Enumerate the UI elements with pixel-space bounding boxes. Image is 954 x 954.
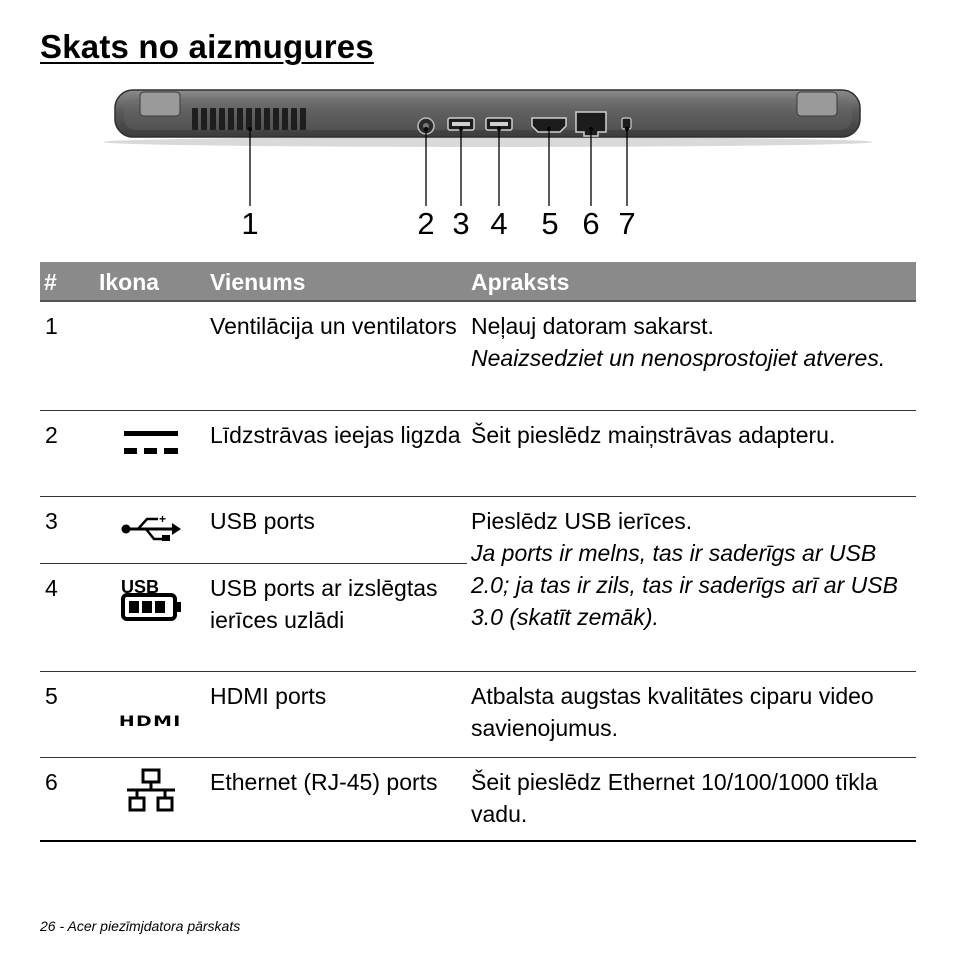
row-num: 3 [40,496,95,563]
header-item: Vienums [206,262,467,301]
callout-1: 1 [241,206,259,241]
hdmi-icon: HDMI [119,713,182,730]
row-desc [467,496,916,671]
callout-2: 2 [417,206,435,241]
row-icon-cell [95,671,206,757]
row-num: 5 [40,671,95,757]
table-row [40,301,916,410]
row-item: Ethernet (RJ-45) ports [206,757,467,841]
row-desc [467,301,916,410]
row-desc-text: Šeit pieslēdz maiņstrāvas adapteru. [471,421,836,448]
ethernet-icon [123,768,179,814]
usb-charge-icon-label: USB [120,576,159,597]
row-icon-cell [95,496,206,563]
row-icon-cell [95,757,206,841]
row-num: 6 [40,757,95,841]
row-num: 2 [40,410,95,496]
row-icon-cell [95,301,206,410]
callout-5: 5 [541,206,559,241]
row-item: Līdzstrāvas ieejas ligzda [206,410,467,496]
row-desc-note: Ja ports ir melns, tas ir saderīgs ar USB 2.0; ja tas ir zils, tas ir saderīgs arī ar USB 3.0 (skatīt zemāk). [471,539,898,630]
row-icon-cell [95,563,206,671]
row-item: HDMI ports [206,671,467,757]
ports-table [40,262,916,842]
svg-text:+: + [158,511,166,526]
row-desc-text: Neļauj datoram sakarst. [471,313,714,339]
row-item: USB ports [206,496,467,563]
page-title: Skats no aizmugures [40,28,374,65]
row-desc [467,671,916,757]
right-hinge [797,92,837,116]
dc-power-icon [122,423,180,463]
row-desc-note: Neaizsedziet un nenosprostojiet atveres. [471,345,886,371]
header-icon: Ikona [95,262,206,301]
row-item: USB ports ar izslēgtas ierīces uzlādi [206,563,467,671]
row-desc-text: Pieslēdz USB ierīces. [471,507,693,534]
row-num: 1 [40,301,95,410]
callout-7: 7 [618,206,636,241]
callout-3: 3 [452,206,470,241]
usb-icon [120,509,182,541]
table-row [40,410,916,496]
callout-6: 6 [582,206,600,241]
row-num: 4 [40,563,95,671]
header-num: # [40,262,95,301]
row-desc [467,410,916,496]
laptop-rear-illustration [0,84,954,254]
row-desc-text: Šeit pieslēdz Ethernet 10/100/1000 tīkla vadu. [471,768,878,827]
table-header-row [40,262,916,301]
row-item: Ventilācija un ventilators [206,301,467,410]
callout-4: 4 [490,206,508,241]
row-desc [467,757,916,841]
row-desc-text: Atbalsta augstas kvalitātes ciparu video savienojumus. [471,682,874,741]
usb-charge-icon [117,576,185,624]
table-row [40,671,916,757]
left-hinge [140,92,180,116]
table-row [40,757,916,841]
header-desc: Apraksts [467,262,916,301]
row-icon-cell [95,410,206,496]
table-row [40,496,916,563]
page-footer: 26 - Acer piezīmjdatora pārskats [40,918,241,934]
